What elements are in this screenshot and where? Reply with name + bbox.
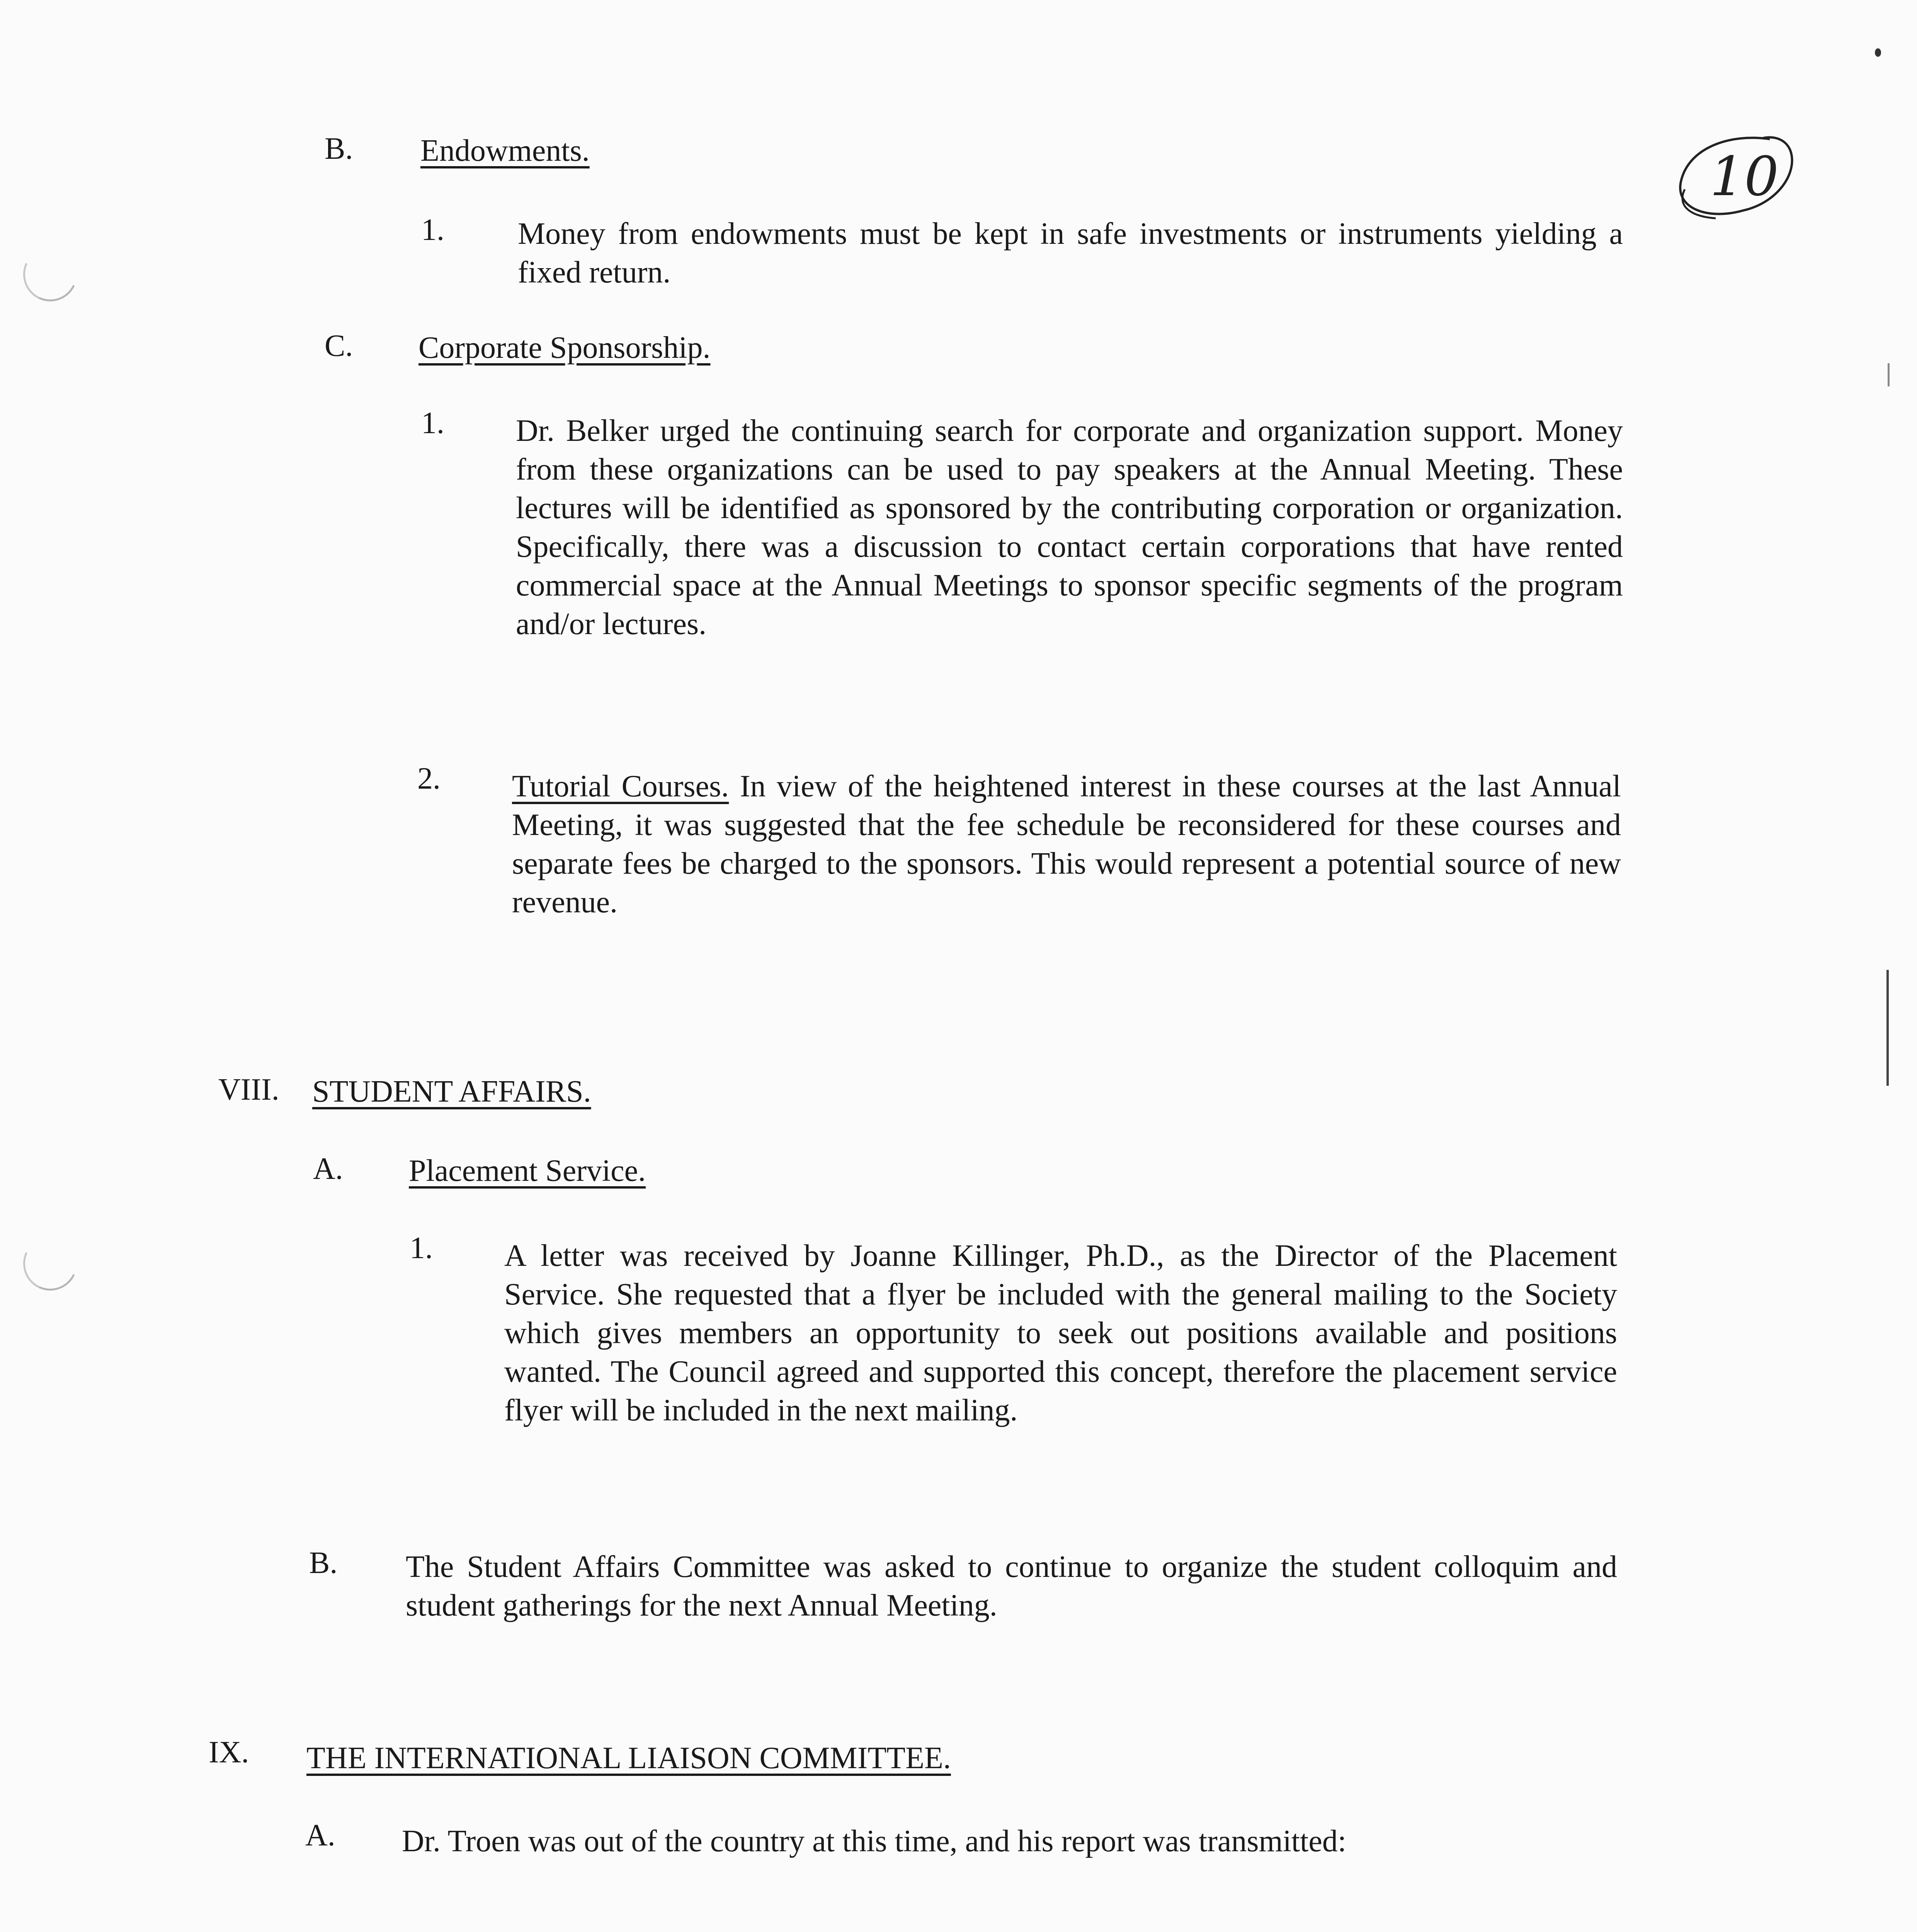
c-item-2-num: 2. — [417, 762, 441, 796]
c-item-2-text: In view of the heightened interest in these courses at the last Annual Meeting, it was suggested that the fee schedule be reconsidered for these courses and separate fees be charged to the sponsors. This would represent a potential source of new revenue. — [512, 769, 1621, 919]
section-ix-numeral: IX. — [209, 1735, 249, 1769]
edge-mark — [1886, 970, 1889, 1086]
section-c-letter: C. — [325, 329, 353, 363]
section-viii-numeral: VIII. — [218, 1073, 279, 1107]
punch-hole-middle — [15, 1229, 85, 1298]
viii-b-letter: B. — [309, 1546, 338, 1580]
section-ix-heading: THE INTERNATIONAL LIAISON COMMITTEE. — [306, 1741, 951, 1775]
page-mark-text: 10 — [1710, 145, 1779, 208]
section-b-letter: B. — [325, 132, 353, 166]
viii-a-item-1-num: 1. — [410, 1231, 433, 1265]
viii-a-item-1-text: A letter was received by Joanne Killinger, Ph.D., as the Director of the Placement Service. She requested that a flyer be included with the general mailing to the Society which gives members an opportunity to seek out positions available and positions wanted. The Council agreed and supported this concept, therefore the placement service flyer will be included in the next mailing. — [504, 1239, 1617, 1427]
b-item-1-text: Money from endowments must be kept in safe investments or instruments yielding a fixed return. — [518, 217, 1623, 289]
ix-a-letter: A. — [305, 1818, 335, 1852]
section-b-heading: Endowments. — [420, 134, 590, 168]
c-item-2-lead: Tutorial Courses. — [512, 769, 729, 803]
viii-a-letter: A. — [313, 1152, 343, 1186]
c-item-2-paragraph — [512, 767, 1621, 922]
handwritten-page-mark — [1673, 131, 1801, 224]
viii-b-text: The Student Affairs Committee was asked to continue to organize the student colloquim and student gatherings for the next Annual Meeting. — [406, 1550, 1617, 1622]
viii-a-heading: Placement Service. — [409, 1154, 646, 1188]
punch-hole-top — [15, 240, 85, 309]
b-item-1-num: 1. — [421, 213, 444, 247]
edge-mark — [1875, 48, 1881, 57]
c-item-1-text: Dr. Belker urged the continuing search for corporate and organization support. Money from these organizations can be used to pay speakers at the Annual Meeting. These lectures will be identified as sponsored by the contributing corporation or organization. Specifically, there was a discussion to contact certain corporations that have rented commercial space at the Annual Meetings to sponsor specific segments of the program and/or lectures. — [516, 414, 1623, 641]
edge-mark — [1888, 363, 1890, 386]
ix-a-text: Dr. Troen was out of the country at this time, and his report was transmitted: — [402, 1824, 1347, 1858]
c-item-1-num: 1. — [421, 406, 444, 440]
section-viii-heading: STUDENT AFFAIRS. — [312, 1075, 591, 1109]
section-c-heading: Corporate Sponsorship. — [418, 331, 711, 365]
